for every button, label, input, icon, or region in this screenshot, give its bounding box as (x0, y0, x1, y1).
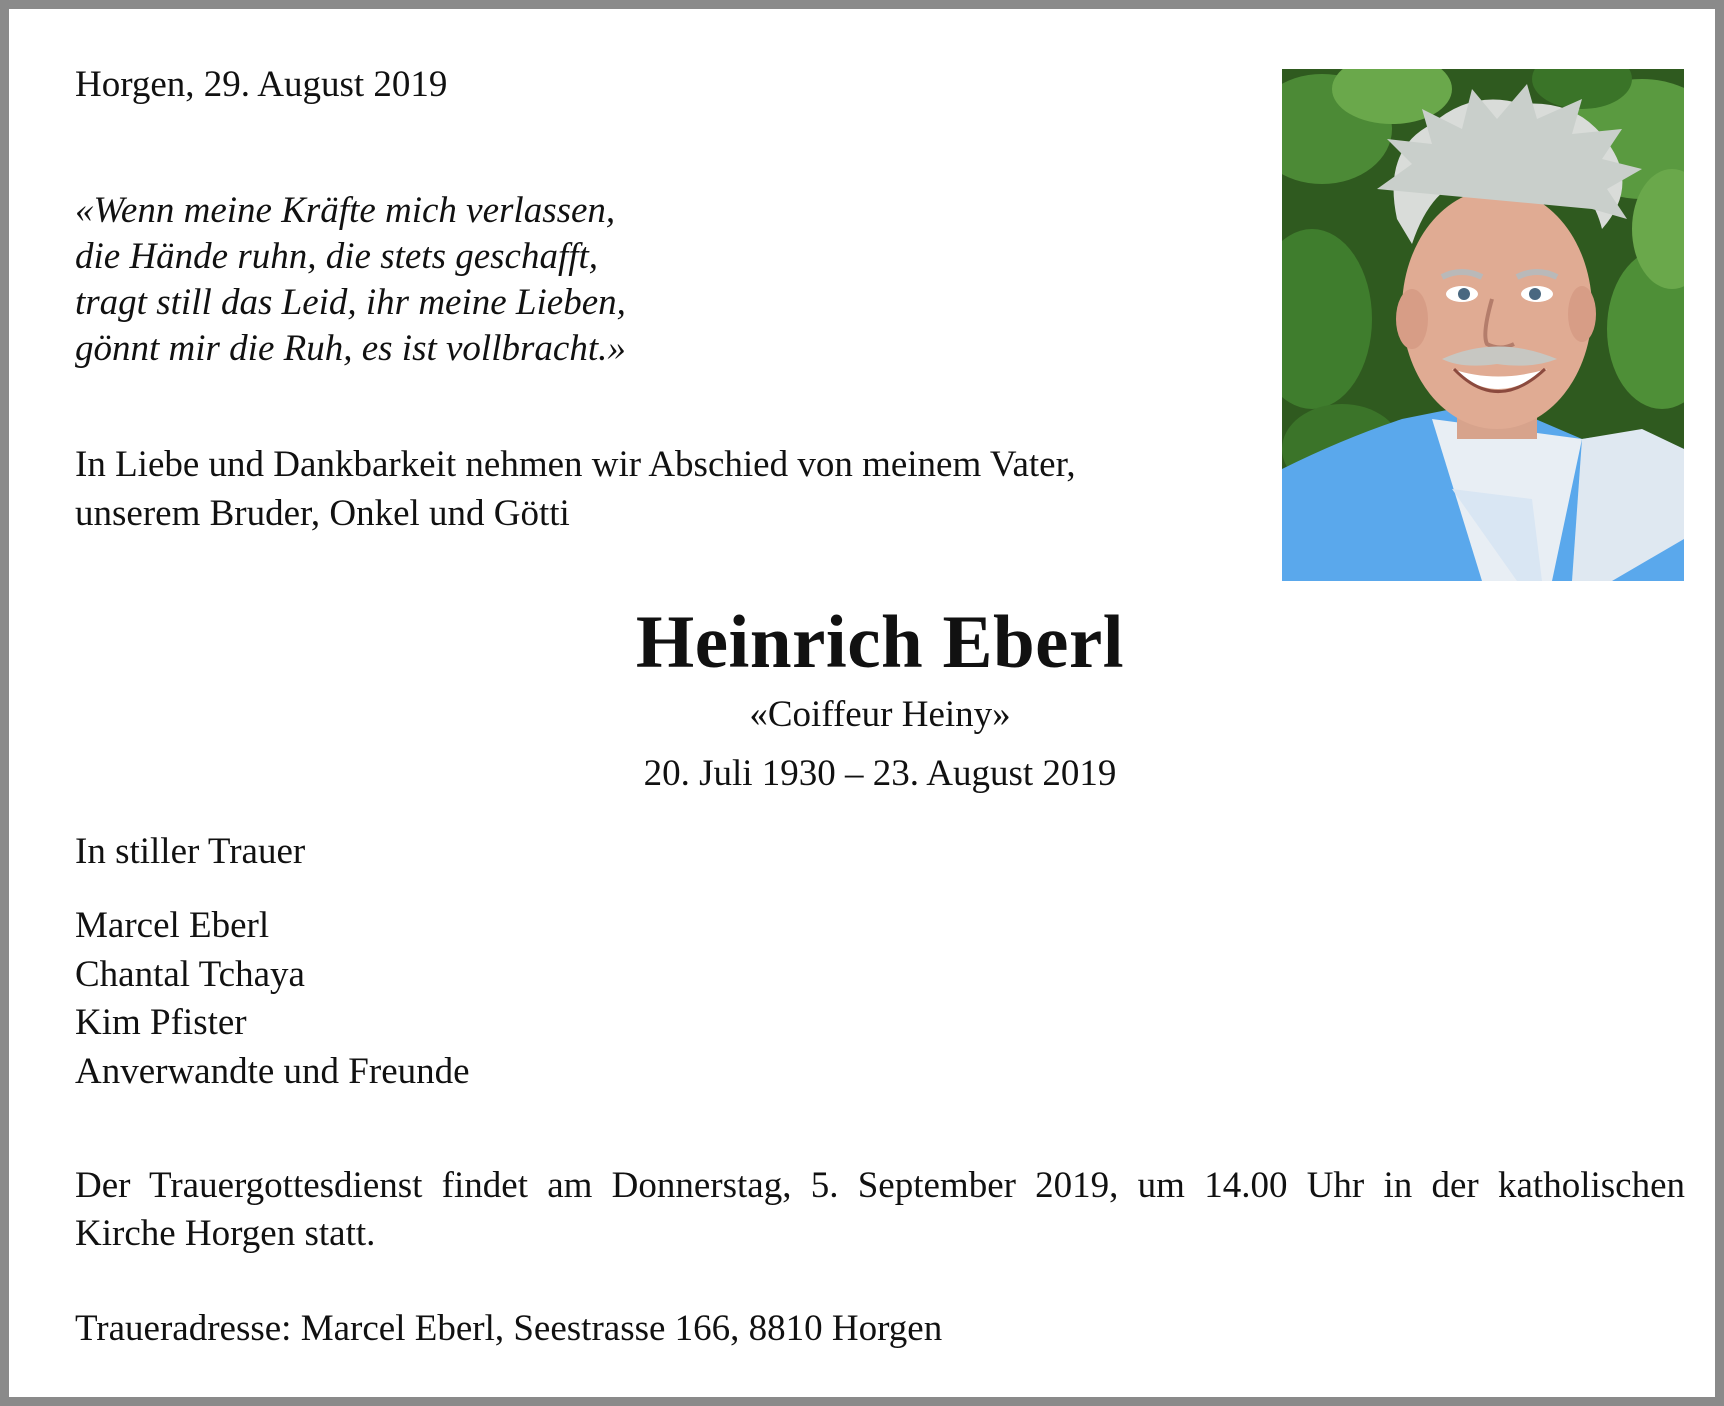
poem (75, 188, 626, 372)
farewell-intro (75, 440, 1076, 538)
life-dates: 20. Juli 1930 – 23. August 2019 (643, 753, 1117, 794)
portrait-illustration (1282, 69, 1684, 581)
mourner-name: Chantal Tchaya (75, 953, 305, 995)
service-announcement (75, 1162, 1685, 1258)
deceased-name: Heinrich Eberl (635, 601, 1125, 684)
place-and-date: Horgen, 29. August 2019 (75, 64, 448, 105)
mourning-heading: In stiller Trauer (75, 831, 306, 872)
intro-line: In Liebe und Dankbarkeit nehmen wir Abschied von meinem Vater, (75, 444, 1076, 485)
poem-line: tragt still das Leid, ihr meine Lieben, (75, 282, 626, 323)
mourning-address: Traueradresse: Marcel Eberl, Seestrasse 166, 8810 Horgen (75, 1308, 943, 1349)
mourners-list (75, 902, 470, 1096)
poem-line: die Hände ruhn, die stets geschafft, (75, 236, 599, 277)
intro-line: unserem Bruder, Onkel und Götti (75, 493, 570, 534)
deceased-nickname: «Coiffeur Heiny» (749, 694, 1011, 735)
mourner-name: Anverwandte und Freunde (75, 1050, 470, 1092)
mourner-name: Marcel Eberl (75, 905, 270, 946)
service-line: Kirche Horgen statt. (75, 1213, 376, 1254)
mourner-name: Kim Pfister (75, 1002, 247, 1043)
service-line: Der Trauergottesdienst findet am Donnerstag, 5. September 2019, um 14.00 Uhr in der katholischen (75, 1165, 1685, 1206)
poem-line: «Wenn meine Kräfte mich verlassen, (75, 190, 616, 231)
poem-line: gönnt mir die Ruh, es ist vollbracht.» (75, 328, 626, 369)
portrait-photo (1282, 69, 1684, 581)
